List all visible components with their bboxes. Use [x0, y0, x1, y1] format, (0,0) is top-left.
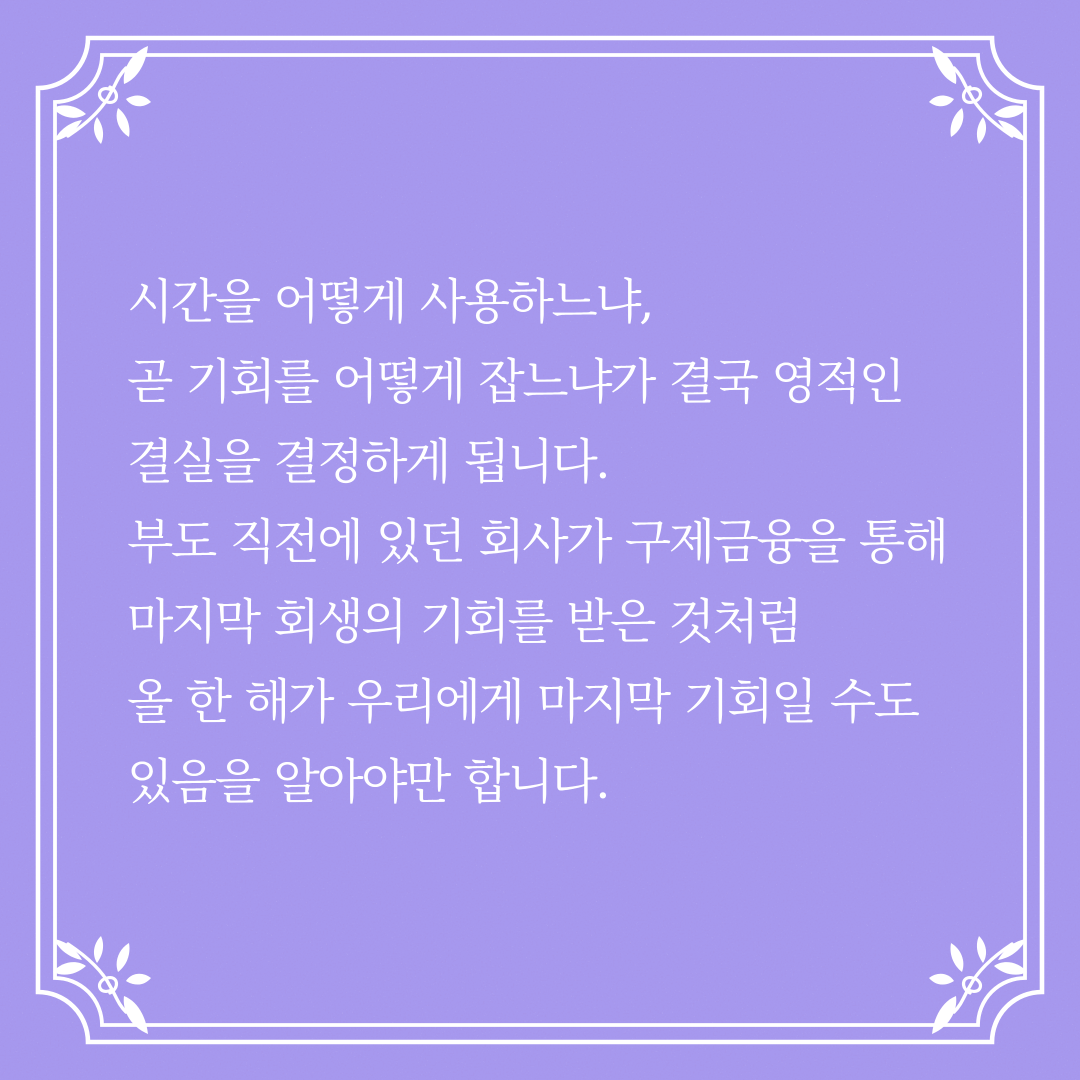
- quote-text-block: [127, 262, 1050, 822]
- quote-line: 부도 직전에 있던 회사가 구제금융을 통해: [127, 514, 947, 570]
- quote-line: 올 한 해가 우리에게 마지막 기회일 수도: [127, 674, 918, 730]
- quote-line: 있음을 알아야만 합니다.: [127, 754, 608, 810]
- quote-line: 곧 기회를 어떻게 잡느냐가 결국 영적인: [127, 354, 903, 410]
- quote-line: 마지막 회생의 기회를 받은 것처럼: [127, 594, 801, 650]
- quote-line: 시간을 어떻게 사용하느냐,: [127, 274, 652, 330]
- quote-line: 결실을 결정하게 됩니다.: [127, 434, 608, 490]
